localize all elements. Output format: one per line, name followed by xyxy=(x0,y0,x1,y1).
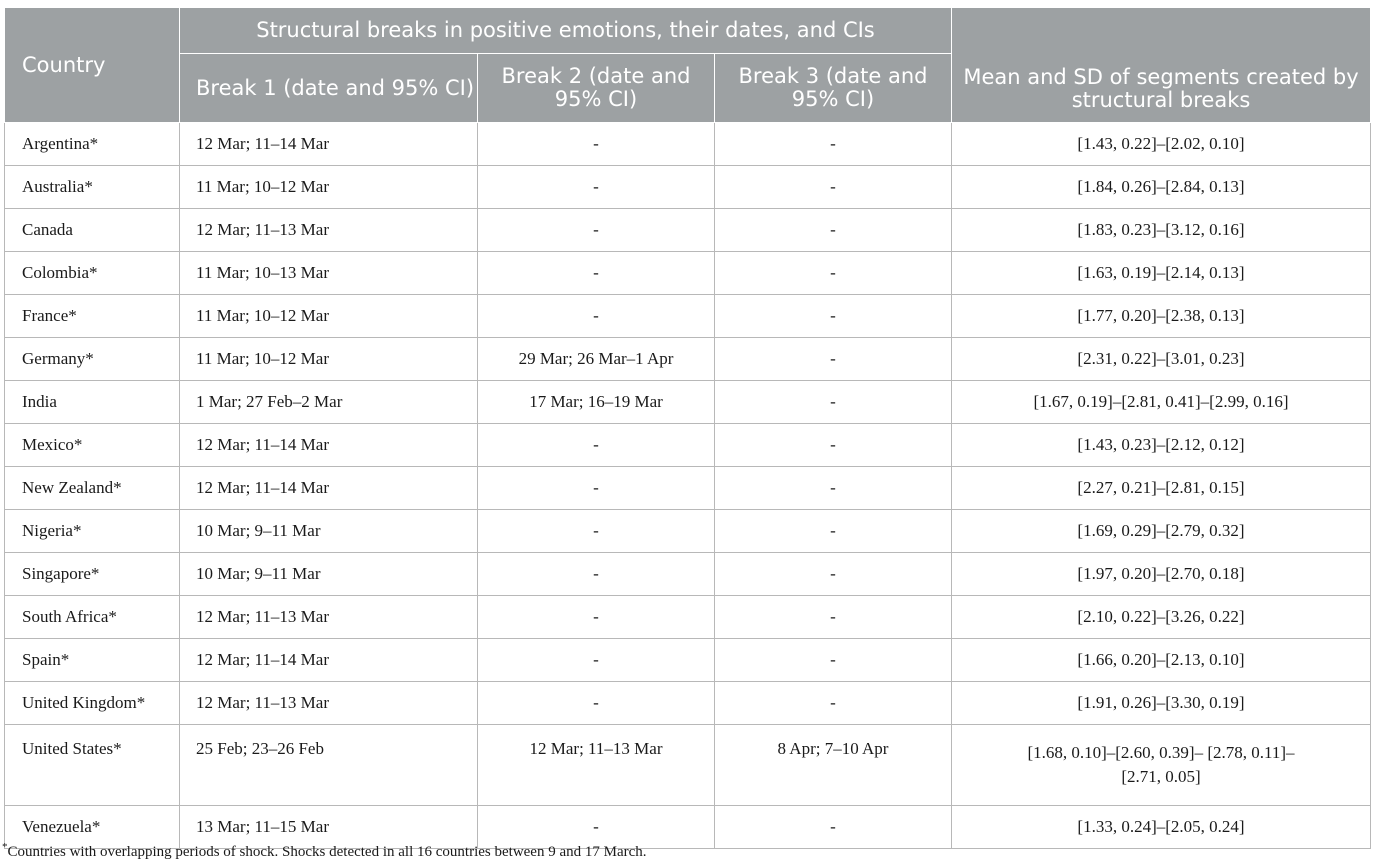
cell-break-2: - xyxy=(478,596,715,639)
cell-country: Colombia* xyxy=(5,252,180,295)
table-row xyxy=(5,381,1371,424)
cell-break-1: 12 Mar; 11–14 Mar xyxy=(180,639,478,682)
cell-country: India xyxy=(5,381,180,424)
cell-mean-sd: [1.77, 0.20]–[2.38, 0.13] xyxy=(952,295,1371,338)
table-header xyxy=(5,8,1371,123)
cell-break-3: - xyxy=(715,596,952,639)
cell-break-3: - xyxy=(715,553,952,596)
cell-country: Singapore* xyxy=(5,553,180,596)
cell-break-2: - xyxy=(478,806,715,849)
mean-sd-line-1: [1.68, 0.10]–[2.60, 0.39]– [2.78, 0.11]– xyxy=(1027,743,1295,762)
cell-break-3: - xyxy=(715,252,952,295)
cell-mean-sd: [1.67, 0.19]–[2.81, 0.41]–[2.99, 0.16] xyxy=(952,381,1371,424)
cell-break-3: - xyxy=(715,338,952,381)
table-row xyxy=(5,553,1371,596)
cell-country: Venezuela* xyxy=(5,806,180,849)
header-break-2: Break 2 (date and 95% CI) xyxy=(478,54,715,123)
cell-break-1: 10 Mar; 9–11 Mar xyxy=(180,553,478,596)
cell-mean-sd: [1.84, 0.26]–[2.84, 0.13] xyxy=(952,166,1371,209)
table-row xyxy=(5,209,1371,252)
cell-country: Australia* xyxy=(5,166,180,209)
cell-break-2: - xyxy=(478,123,715,166)
cell-country: Spain* xyxy=(5,639,180,682)
cell-break-1: 12 Mar; 11–13 Mar xyxy=(180,209,478,252)
cell-break-2: 12 Mar; 11–13 Mar xyxy=(478,725,715,806)
cell-break-1: 11 Mar; 10–12 Mar xyxy=(180,338,478,381)
table-row xyxy=(5,639,1371,682)
cell-break-1: 11 Mar; 10–13 Mar xyxy=(180,252,478,295)
cell-country: France* xyxy=(5,295,180,338)
cell-break-1: 12 Mar; 11–14 Mar xyxy=(180,424,478,467)
cell-country: South Africa* xyxy=(5,596,180,639)
cell-break-1: 12 Mar; 11–13 Mar xyxy=(180,596,478,639)
table-row xyxy=(5,596,1371,639)
header-break-1: Break 1 (date and 95% CI) xyxy=(180,54,478,123)
cell-mean-sd: [2.27, 0.21]–[2.81, 0.15] xyxy=(952,467,1371,510)
header-structural-breaks-group: Structural breaks in positive emotions, their dates, and CIs xyxy=(180,8,952,54)
structural-breaks-table xyxy=(4,7,1371,849)
cell-break-2: - xyxy=(478,682,715,725)
table-footnote xyxy=(2,841,647,861)
cell-mean-sd: [1.91, 0.26]–[3.30, 0.19] xyxy=(952,682,1371,725)
header-mean-sd: Mean and SD of segments created by structural breaks xyxy=(952,8,1371,123)
cell-break-3: - xyxy=(715,123,952,166)
cell-mean-sd: [2.10, 0.22]–[3.26, 0.22] xyxy=(952,596,1371,639)
cell-break-3: - xyxy=(715,209,952,252)
header-break-3: Break 3 (date and 95% CI) xyxy=(715,54,952,123)
cell-break-1: 25 Feb; 23–26 Feb xyxy=(180,725,478,806)
cell-country: Mexico* xyxy=(5,424,180,467)
cell-mean-sd: [1.66, 0.20]–[2.13, 0.10] xyxy=(952,639,1371,682)
header-country: Country xyxy=(5,8,180,123)
cell-break-2: - xyxy=(478,252,715,295)
cell-break-2: - xyxy=(478,209,715,252)
cell-break-2: - xyxy=(478,467,715,510)
mean-sd-line-2: [2.71, 0.05] xyxy=(1121,767,1201,786)
cell-break-3: - xyxy=(715,424,952,467)
cell-break-3: - xyxy=(715,639,952,682)
cell-country: Canada xyxy=(5,209,180,252)
cell-break-2: - xyxy=(478,424,715,467)
table-row xyxy=(5,682,1371,725)
cell-break-3: - xyxy=(715,806,952,849)
cell-break-1: 10 Mar; 9–11 Mar xyxy=(180,510,478,553)
cell-break-2: 29 Mar; 26 Mar–1 Apr xyxy=(478,338,715,381)
cell-break-2: - xyxy=(478,639,715,682)
cell-mean-sd: [1.97, 0.20]–[2.70, 0.18] xyxy=(952,553,1371,596)
cell-break-1: 12 Mar; 11–14 Mar xyxy=(180,467,478,510)
cell-mean-sd: [1.43, 0.22]–[2.02, 0.10] xyxy=(952,123,1371,166)
table-row xyxy=(5,123,1371,166)
cell-mean-sd xyxy=(952,725,1371,806)
cell-mean-sd: [1.83, 0.23]–[3.12, 0.16] xyxy=(952,209,1371,252)
results-table-container xyxy=(4,7,1370,849)
cell-break-1: 12 Mar; 11–14 Mar xyxy=(180,123,478,166)
table-row xyxy=(5,338,1371,381)
cell-break-3: - xyxy=(715,510,952,553)
table-row xyxy=(5,467,1371,510)
cell-break-3: - xyxy=(715,166,952,209)
footnote-text: Countries with overlapping periods of shock. Shocks detected in all 16 countries between 9 and 17 March. xyxy=(7,844,647,860)
cell-break-3: - xyxy=(715,381,952,424)
cell-mean-sd: [1.63, 0.19]–[2.14, 0.13] xyxy=(952,252,1371,295)
cell-country: Argentina* xyxy=(5,123,180,166)
cell-break-3: - xyxy=(715,682,952,725)
cell-break-2: - xyxy=(478,166,715,209)
footnote-marker: * xyxy=(2,841,8,853)
cell-mean-sd: [1.33, 0.24]–[2.05, 0.24] xyxy=(952,806,1371,849)
cell-break-1: 13 Mar; 11–15 Mar xyxy=(180,806,478,849)
cell-break-3: 8 Apr; 7–10 Apr xyxy=(715,725,952,806)
cell-country: Nigeria* xyxy=(5,510,180,553)
table-body xyxy=(5,123,1371,849)
cell-mean-sd: [1.69, 0.29]–[2.79, 0.32] xyxy=(952,510,1371,553)
cell-country: Germany* xyxy=(5,338,180,381)
cell-break-2: 17 Mar; 16–19 Mar xyxy=(478,381,715,424)
table-row xyxy=(5,424,1371,467)
cell-break-2: - xyxy=(478,295,715,338)
table-row xyxy=(5,166,1371,209)
cell-mean-sd: [1.43, 0.23]–[2.12, 0.12] xyxy=(952,424,1371,467)
cell-break-2: - xyxy=(478,510,715,553)
cell-break-3: - xyxy=(715,295,952,338)
cell-break-3: - xyxy=(715,467,952,510)
cell-mean-sd: [2.31, 0.22]–[3.01, 0.23] xyxy=(952,338,1371,381)
table-row xyxy=(5,295,1371,338)
cell-break-1: 1 Mar; 27 Feb–2 Mar xyxy=(180,381,478,424)
cell-country: United States* xyxy=(5,725,180,806)
table-row xyxy=(5,252,1371,295)
cell-break-1: 12 Mar; 11–13 Mar xyxy=(180,682,478,725)
cell-break-1: 11 Mar; 10–12 Mar xyxy=(180,295,478,338)
cell-country: United Kingdom* xyxy=(5,682,180,725)
table-row xyxy=(5,725,1371,806)
cell-break-1: 11 Mar; 10–12 Mar xyxy=(180,166,478,209)
cell-break-2: - xyxy=(478,553,715,596)
cell-country: New Zealand* xyxy=(5,467,180,510)
table-row xyxy=(5,510,1371,553)
